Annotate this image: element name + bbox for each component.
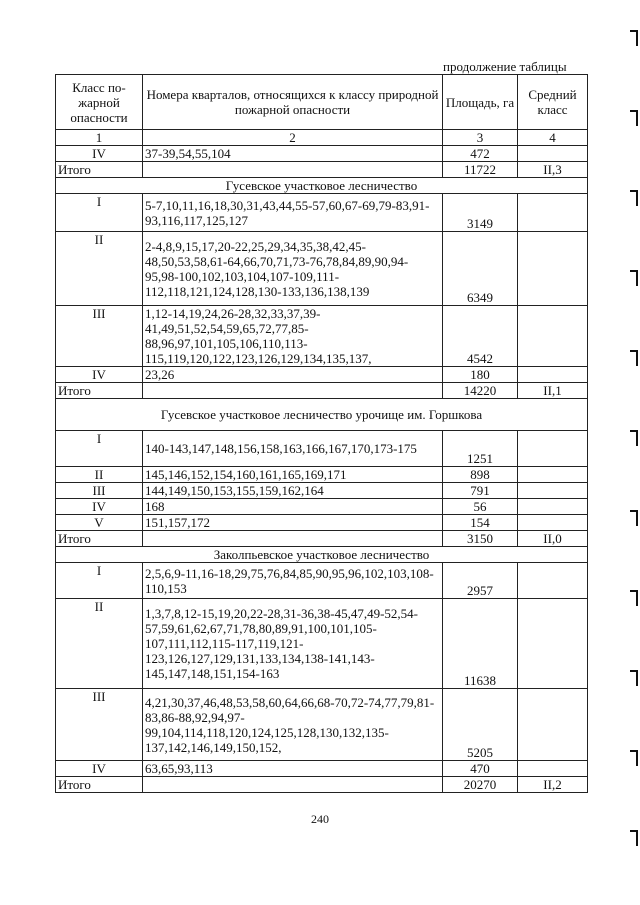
table-row — [56, 232, 588, 306]
fire-class-cell: IV — [56, 761, 143, 777]
column-number: 1 — [56, 130, 143, 146]
total-row — [56, 777, 588, 793]
fire-class-cell: II — [56, 599, 143, 689]
fire-class-cell: Итого — [56, 162, 143, 178]
average-class-cell — [518, 761, 588, 777]
area-cell: 472 — [443, 146, 518, 162]
fire-class-cell: III — [56, 306, 143, 367]
section-title: Заколпьевское участковое лесничество — [56, 547, 588, 563]
quarters-cell: 63,65,93,113 — [143, 761, 443, 777]
fire-class-cell: II — [56, 467, 143, 483]
average-class-cell: II,2 — [518, 777, 588, 793]
quarters-cell: 140-143,147,148,156,158,163,166,167,170,173-175 — [143, 431, 443, 467]
average-class-cell — [518, 599, 588, 689]
quarters-cell: 37-39,54,55,104 — [143, 146, 443, 162]
average-class-cell — [518, 146, 588, 162]
quarters-cell: 2,5,6,9-11,16-18,29,75,76,84,85,90,95,96,102,103,108-110,153 — [143, 563, 443, 599]
quarters-cell: 168 — [143, 499, 443, 515]
column-number: 4 — [518, 130, 588, 146]
area-cell: 20270 — [443, 777, 518, 793]
quarters-cell: 2-4,8,9,15,17,20-22,25,29,34,35,38,42,45-48,50,53,58,61-64,66,70,71,73-76,78,84,89,90,94-95,98-100,102,103,104,107-109,111-112,118,121,124,128,130-133,136,138,139 — [143, 232, 443, 306]
quarters-cell — [143, 383, 443, 399]
table-row — [56, 367, 588, 383]
table-row — [56, 146, 588, 162]
quarters-cell: 1,3,7,8,12-15,19,20,22-28,31-36,38-45,47,49-52,54-57,59,61,62,67,71,78,80,89,91,100,101,105-107,111,112,115-117,119,121-123,126,127,129,131,133,134,138-141,143-145,147,148,151,154-163 — [143, 599, 443, 689]
table-row — [56, 194, 588, 232]
fire-class-cell: III — [56, 689, 143, 761]
fire-class-cell: III — [56, 483, 143, 499]
quarters-cell: 4,21,30,37,46,48,53,58,60,64,66,68-70,72-74,77,79,81-83,86-88,92,94,97-99,104,114,118,120,124,125,128,130,132,135-137,142,146,149,150,152, — [143, 689, 443, 761]
average-class-cell — [518, 499, 588, 515]
table-row — [56, 483, 588, 499]
section-row — [56, 547, 588, 563]
quarters-cell: 144,149,150,153,155,159,162,164 — [143, 483, 443, 499]
total-row — [56, 162, 588, 178]
average-class-cell — [518, 194, 588, 232]
area-cell: 1251 — [443, 431, 518, 467]
average-class-cell — [518, 483, 588, 499]
area-cell: 3150 — [443, 531, 518, 547]
table-row — [56, 431, 588, 467]
table-row — [56, 599, 588, 689]
quarters-cell — [143, 162, 443, 178]
section-row — [56, 399, 588, 431]
area-cell: 56 — [443, 499, 518, 515]
average-class-cell: II,0 — [518, 531, 588, 547]
average-class-cell — [518, 232, 588, 306]
quarters-cell: 23,26 — [143, 367, 443, 383]
fire-class-cell: I — [56, 194, 143, 232]
area-cell: 898 — [443, 467, 518, 483]
fire-class-cell: I — [56, 563, 143, 599]
table-row — [56, 689, 588, 761]
table-row — [56, 761, 588, 777]
quarters-cell: 151,157,172 — [143, 515, 443, 531]
section-title: Гусевское участковое лесничество — [56, 178, 588, 194]
header-quarters: Номера кварталов, относящихся к классу природной пожарной опасности — [143, 75, 443, 130]
scan-edge-marks — [628, 0, 640, 905]
quarters-cell — [143, 531, 443, 547]
average-class-cell — [518, 563, 588, 599]
table-row — [56, 563, 588, 599]
quarters-cell: 5-7,10,11,16,18,30,31,43,44,55-57,60,67-69,79-83,91-93,116,117,125,127 — [143, 194, 443, 232]
average-class-cell — [518, 306, 588, 367]
fire-class-cell: I — [56, 431, 143, 467]
header-area: Площадь, га — [443, 75, 518, 130]
area-cell: 180 — [443, 367, 518, 383]
average-class-cell — [518, 515, 588, 531]
table-row — [56, 467, 588, 483]
area-cell: 3149 — [443, 194, 518, 232]
area-cell: 6349 — [443, 232, 518, 306]
total-row — [56, 531, 588, 547]
area-cell: 14220 — [443, 383, 518, 399]
quarters-cell — [143, 777, 443, 793]
average-class-cell — [518, 467, 588, 483]
average-class-cell: II,1 — [518, 383, 588, 399]
average-class-cell — [518, 431, 588, 467]
area-cell: 5205 — [443, 689, 518, 761]
table-continuation-label: продолжение таблицы — [443, 59, 567, 74]
fire-class-cell: IV — [56, 367, 143, 383]
table-row — [56, 499, 588, 515]
fire-class-cell: Итого — [56, 531, 143, 547]
average-class-cell — [518, 367, 588, 383]
fire-class-cell: V — [56, 515, 143, 531]
area-cell: 11638 — [443, 599, 518, 689]
column-number: 2 — [143, 130, 443, 146]
fire-class-cell: IV — [56, 499, 143, 515]
fire-class-cell: Итого — [56, 383, 143, 399]
area-cell: 11722 — [443, 162, 518, 178]
area-cell: 2957 — [443, 563, 518, 599]
fire-class-cell: II — [56, 232, 143, 306]
table-body — [56, 146, 588, 793]
fire-class-cell: IV — [56, 146, 143, 162]
section-title: Гусевское участковое лесничество урочище им. Горшкова — [56, 399, 588, 431]
table-row — [56, 306, 588, 367]
area-cell: 4542 — [443, 306, 518, 367]
area-cell: 470 — [443, 761, 518, 777]
area-cell: 154 — [443, 515, 518, 531]
quarters-cell: 145,146,152,154,160,161,165,169,171 — [143, 467, 443, 483]
header-average-class: Средний класс — [518, 75, 588, 130]
fire-danger-table — [55, 74, 588, 793]
average-class-cell: II,3 — [518, 162, 588, 178]
header-fire-class: Класс по-жарной опасности — [56, 75, 143, 130]
table-row — [56, 515, 588, 531]
quarters-cell: 1,12-14,19,24,26-28,32,33,37,39-41,49,51,52,54,59,65,72,77,85-88,96,97,101,105,106,110,113-115,119,120,122,123,126,129,134,135,137, — [143, 306, 443, 367]
total-row — [56, 383, 588, 399]
page-number: 240 — [311, 812, 329, 826]
section-row — [56, 178, 588, 194]
column-number: 3 — [443, 130, 518, 146]
average-class-cell — [518, 689, 588, 761]
area-cell: 791 — [443, 483, 518, 499]
fire-class-cell: Итого — [56, 777, 143, 793]
